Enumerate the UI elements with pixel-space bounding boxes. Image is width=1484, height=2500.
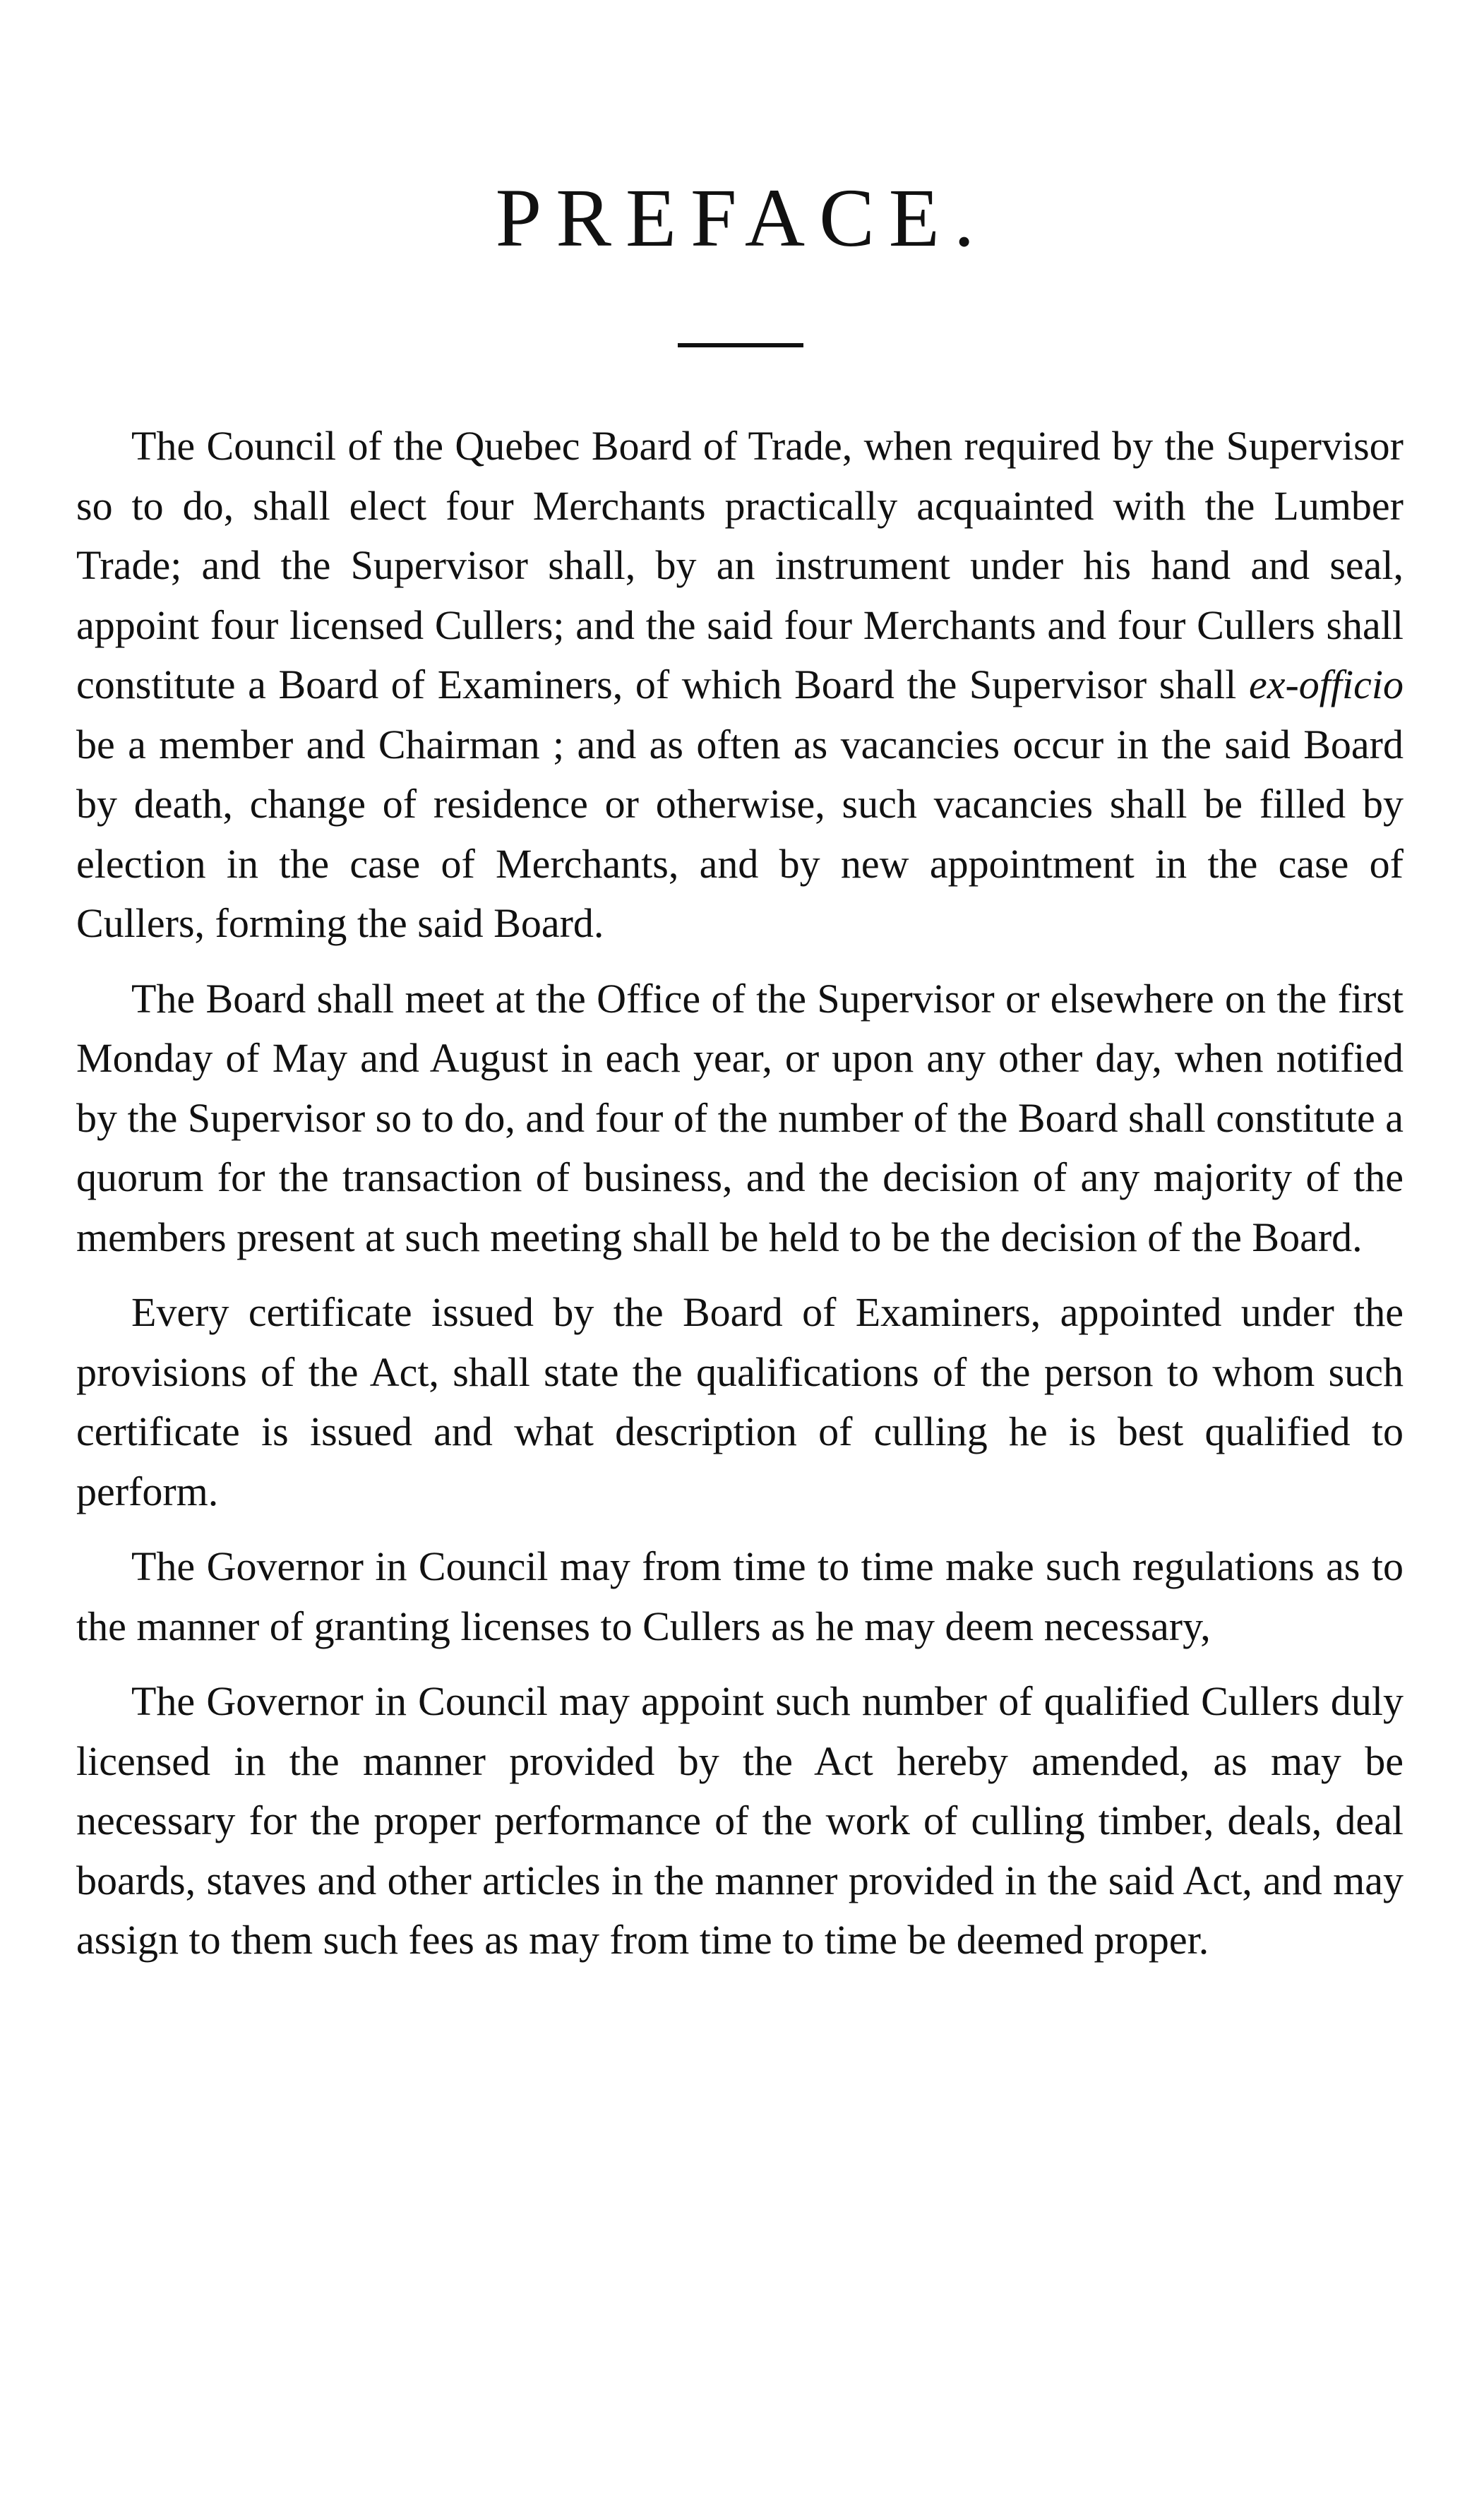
page-title: PREFACE.	[495, 172, 989, 264]
paragraph-text: The Council of the Quebec Board of Trade, when required by the Supervisor so to do, shall elect four Merchants practically acquainted with the Lumber Trade; and the Supervisor shall, by an instrument under his hand and seal, appoint four licensed Cullers; and the said four Merchants and four Cullers shall constitute a Board of Examiners, of which Board the Supervisor shall	[76, 423, 1404, 707]
italic-term: ex-officio	[1248, 662, 1404, 707]
paragraph-certificates: Every certificate issued by the Board of Examiners, appointed under the provisions of the Act, shall state the qualifications of the person to whom such certificate is issued and what description of culling he is best qualified to perform.	[76, 1289, 1404, 1514]
paragraph-board-meetings: The Board shall meet at the Office of the Supervisor or elsewhere on the first Monday of May and August in each year, or upon any other day, when notified by the Supervisor so to do, and four of the number of the Board shall constitute a quorum for the transaction of business, and the decision of any majority of the members present at such meeting shall be held to be the decision of the Board.	[76, 975, 1404, 1260]
preface-body	[76, 417, 1404, 1986]
paragraph-license-regulations: The Governor in Council may from time to time make such regulations as to the manner of granting licenses to Cullers as he may deem necessary,	[76, 1543, 1404, 1649]
paragraph-board-of-examiners	[76, 417, 1404, 954]
paragraph-culler-appointments: The Governor in Council may appoint such number of qualified Cullers duly licensed in the manner provided by the Act hereby amended, as may be necessary for the proper performance of the work of culling timber, deals, deal boards, staves and other articles in the manner provided in the said Act, and may assign to them such fees as may from time to time be deemed proper.	[76, 1678, 1404, 1963]
paragraph-text: be a member and Chairman ; and as often as vacancies occur in the said Board by death, change of residence or otherwise, such vacancies shall be filled by election in the case of Merchants, and by new appointment in the case of Cullers, forming the said Board.	[76, 721, 1404, 946]
title-divider	[678, 343, 803, 347]
